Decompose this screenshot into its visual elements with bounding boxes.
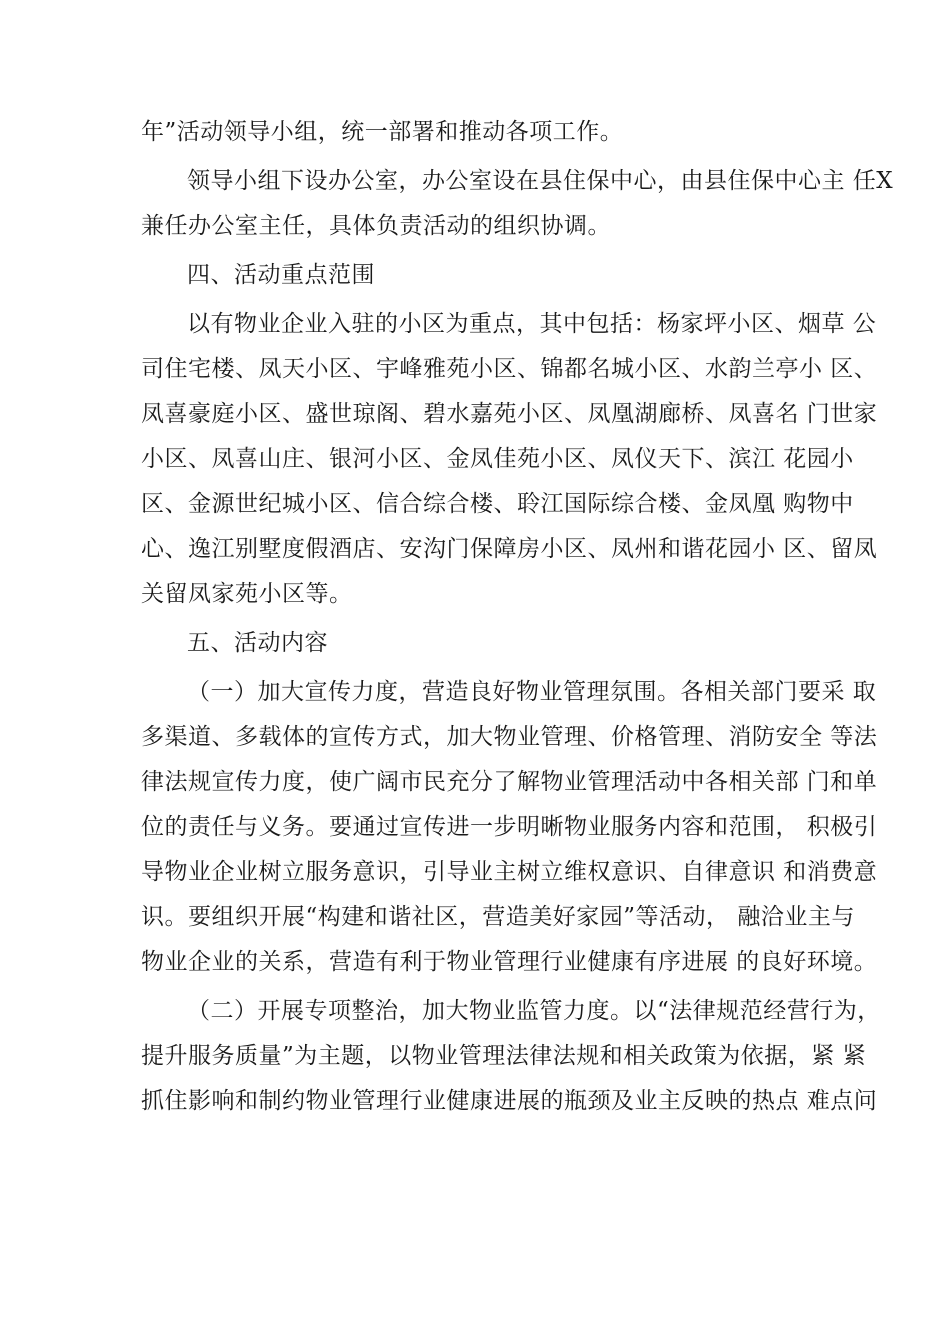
text-line: 抓住影响和制约物业管理行业健康进展的瓶颈及业主反映的热点 难点问	[141, 1088, 878, 1114]
text-line: 位的责任与义务。要通过宣传进一步明晰物业服务内容和范围， 积极引	[141, 814, 878, 840]
text-line: 司住宅楼、凤天小区、宇峰雅苑小区、锦都名城小区、水韵兰亭小 区、	[141, 356, 878, 382]
paragraph	[141, 159, 894, 249]
text-line: 心、逸江别墅度假酒店、安沟门保障房小区、凤州和谐花园小 区、留凤	[141, 536, 878, 562]
text-line: 关留凤家苑小区等。	[141, 581, 353, 607]
text-line: 小区、凤喜山庄、银河小区、金凤佳苑小区、凤仪天下、滨江 花园小	[141, 446, 854, 472]
text-line: 区、金源世纪城小区、信合综合楼、聆江国际综合楼、金凤凰 购物中	[141, 491, 854, 517]
text-line: 导物业企业树立服务意识，引导业主树立维权意识、自律意识 和消费意	[141, 859, 878, 885]
text-line: 律法规宣传力度，使广阔市民充分了解物业管理活动中各相关部 门和单	[141, 769, 878, 795]
text-line: 物业企业的关系，营造有利于物业管理行业健康有序进展 的良好环境。	[141, 949, 878, 975]
paragraph	[141, 989, 881, 1124]
document-body	[141, 110, 894, 1124]
paragraph	[141, 670, 878, 985]
text-line: 识。要组织开展“构建和谐社区，营造美好家园”等活动， 融洽业主与	[141, 904, 855, 930]
text-line: 四、活动重点范围	[187, 262, 375, 288]
text-line: 年”活动领导小组，统一部署和推动各项工作。	[141, 119, 624, 145]
text-line: 领导小组下设办公室，办公室设在县住保中心，由县住保中心主 任X	[187, 168, 894, 194]
paragraph	[141, 302, 878, 617]
text-line: 以有物业企业入驻的小区为重点，其中包括：杨家坪小区、烟草 公	[187, 311, 877, 337]
text-line: 凤喜豪庭小区、盛世琼阁、碧水嘉苑小区、凤凰湖廊桥、凤喜名 门世家	[141, 401, 878, 427]
paragraph	[141, 621, 831, 666]
text-line: （二）开展专项整治，加大物业监管力度。以“法律规范经营行为，	[187, 998, 881, 1024]
text-line: 兼任办公室主任，具体负责活动的组织协调。	[141, 213, 611, 239]
paragraph	[141, 253, 831, 298]
paragraph	[141, 110, 831, 155]
text-line: （一）加大宣传力度，营造良好物业管理氛围。各相关部门要采 取	[187, 679, 877, 705]
text-line: 提升服务质量”为主题，以物业管理法律法规和相关政策为依据，紧 紧	[141, 1043, 867, 1069]
text-line: 五、活动内容	[187, 630, 328, 656]
text-line: 多渠道、多载体的宣传方式，加大物业管理、价格管理、消防安全 等法	[141, 724, 878, 750]
